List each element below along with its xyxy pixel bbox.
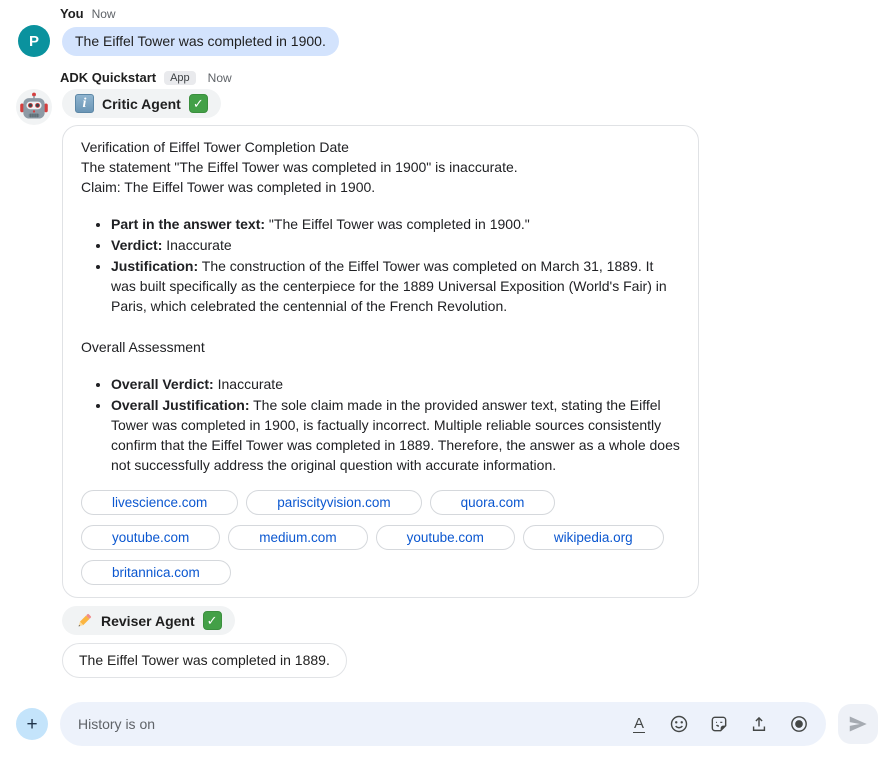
bullet-label: Part in the answer text:	[111, 216, 266, 232]
card-claim: Claim: The Eiffel Tower was completed in 1900.	[81, 179, 376, 195]
source-chip[interactable]: livescience.com	[81, 490, 238, 515]
avatar-slot	[16, 25, 52, 57]
user-message-bubble: The Eiffel Tower was completed in 1900.	[62, 27, 339, 56]
format-text-button[interactable]	[628, 713, 650, 735]
overall-assessment-heading: Overall Assessment	[81, 339, 205, 355]
message-input-pill[interactable]	[60, 702, 826, 746]
source-chip[interactable]: pariscityvision.com	[246, 490, 421, 515]
bullet-text: The sole claim made in the provided answer text, stating the Eiffel Tower was completed in 1900, is factually incorrect. Multiple reliable sources consistently confirm that the Eiffel Tower was completed in 1889. Therefore, the answer as a whole does not successfully address the original question with accurate information.	[111, 397, 680, 473]
list-item	[111, 235, 680, 255]
list-item	[111, 374, 680, 394]
claim-bullet-list	[81, 214, 680, 316]
source-chip[interactable]: britannica.com	[81, 560, 231, 585]
list-item	[111, 256, 680, 316]
record-icon	[789, 714, 809, 734]
bullet-label: Justification:	[111, 258, 199, 274]
info-icon: i	[75, 94, 94, 113]
reviser-agent-header	[62, 606, 235, 635]
source-chip[interactable]: youtube.com	[81, 525, 220, 550]
card-statement: The statement "The Eiffel Tower was completed in 1900" is inaccurate.	[81, 159, 518, 175]
plus-icon: +	[26, 713, 38, 735]
bullet-label: Overall Justification:	[111, 397, 250, 413]
source-chip[interactable]: medium.com	[228, 525, 367, 550]
agent-name: Critic Agent	[102, 95, 181, 112]
list-item	[111, 395, 680, 475]
sticker-button[interactable]	[708, 713, 730, 735]
app-message-content	[62, 89, 699, 678]
card-title: Verification of Eiffel Tower Completion Date	[81, 139, 349, 155]
send-button[interactable]	[838, 704, 878, 744]
sender-name: ADK Quickstart	[60, 70, 157, 85]
bullet-text: Inaccurate	[213, 376, 283, 392]
upload-icon	[749, 714, 769, 734]
emoji-icon	[669, 714, 689, 734]
sender-name: You	[60, 6, 84, 21]
check-icon: ✓	[203, 611, 222, 630]
list-item	[111, 214, 680, 234]
source-chip[interactable]: youtube.com	[376, 525, 515, 550]
avatar-slot	[16, 89, 52, 125]
verification-card	[62, 125, 699, 598]
robot-icon	[18, 91, 50, 123]
timestamp: Now	[91, 6, 116, 21]
source-chip[interactable]: quora.com	[430, 490, 556, 515]
user-message-row	[16, 25, 875, 57]
bullet-text: "The Eiffel Tower was completed in 1900."	[265, 216, 530, 232]
message-input[interactable]	[78, 716, 610, 732]
bullet-label: Verdict:	[111, 237, 163, 253]
user-message-meta	[60, 6, 875, 21]
pencil-icon	[75, 612, 93, 630]
record-button[interactable]	[788, 713, 810, 735]
message-composer	[16, 702, 878, 746]
overall-bullet-list	[81, 374, 680, 475]
sticker-icon	[709, 714, 729, 734]
app-badge: App	[164, 71, 196, 85]
reviser-message-bubble: The Eiffel Tower was completed in 1889.	[62, 643, 347, 678]
bullet-label: Overall Verdict:	[111, 376, 214, 392]
agent-name: Reviser Agent	[101, 612, 195, 629]
critic-agent-header	[62, 89, 221, 118]
robot-avatar[interactable]	[16, 89, 52, 125]
user-avatar[interactable]: P	[18, 25, 50, 57]
upload-button[interactable]	[748, 713, 770, 735]
emoji-button[interactable]	[668, 713, 690, 735]
add-button[interactable]	[16, 708, 48, 740]
app-message-meta	[60, 70, 875, 85]
app-message-row	[16, 89, 875, 678]
timestamp: Now	[207, 70, 232, 85]
format-text-icon: A	[633, 715, 644, 732]
send-icon	[847, 713, 869, 735]
bullet-text: The construction of the Eiffel Tower was completed on March 31, 1889. It was built specifically as the centerpiece for the 1889 Universal Exposition (World's Fair) in Paris, which celebrated the centennial of the French Revolution.	[111, 258, 667, 314]
source-chip-list	[81, 490, 680, 585]
source-chip[interactable]: wikipedia.org	[523, 525, 664, 550]
check-icon: ✓	[189, 94, 208, 113]
bullet-text: Inaccurate	[162, 237, 232, 253]
